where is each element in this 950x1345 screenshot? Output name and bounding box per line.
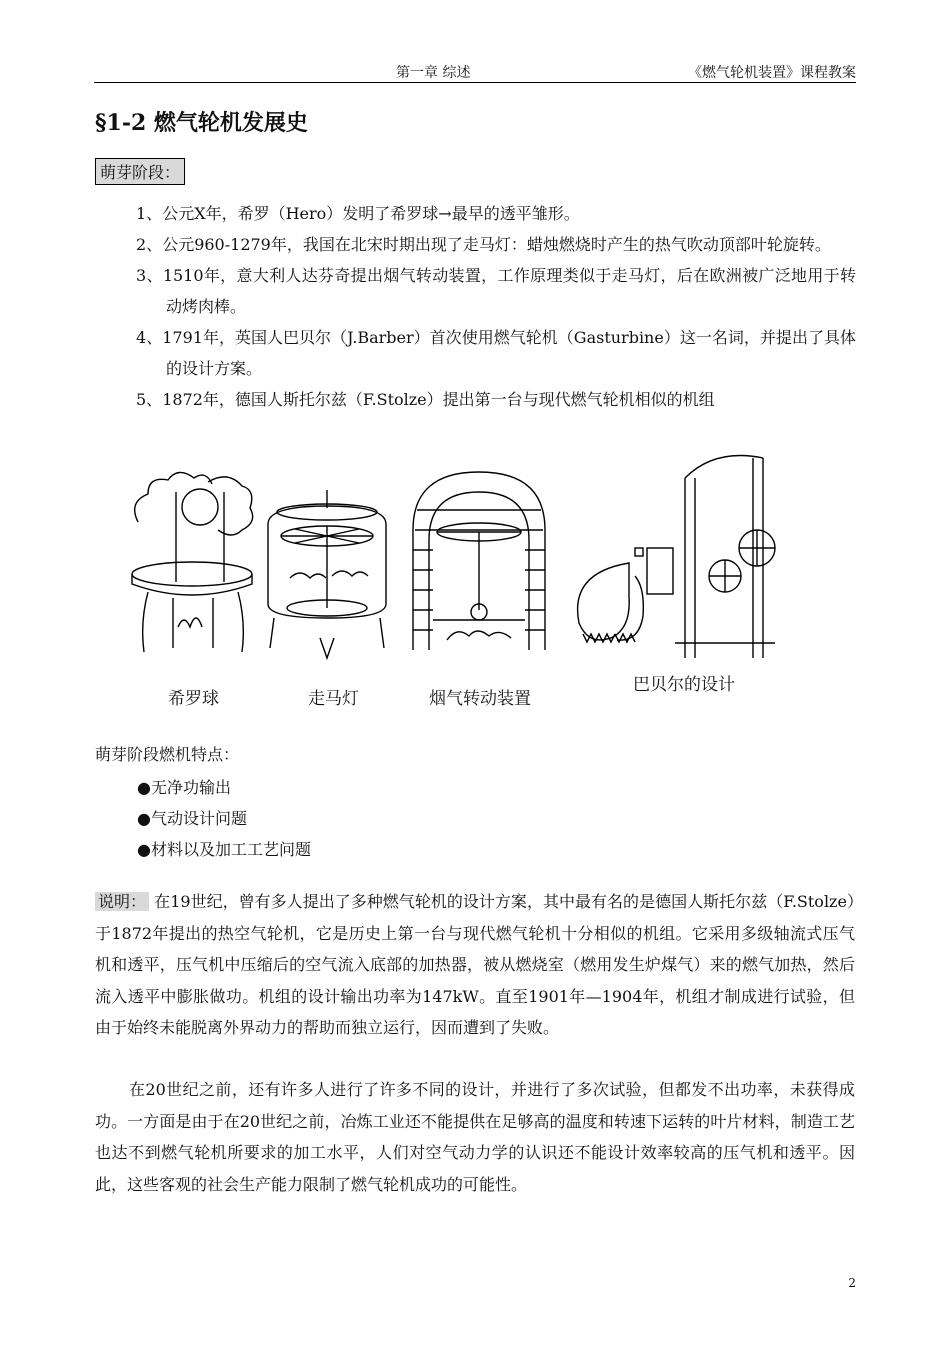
- feature-item: ●无净功输出: [137, 778, 231, 797]
- list-item: [136, 384, 856, 415]
- barber-design-illustration: [575, 448, 790, 663]
- stage-label: 萌芽阶段：: [95, 158, 185, 185]
- item-text: 公元X年，希罗（Hero）发明了希罗球→最早的透平雏形。: [162, 204, 580, 223]
- figure-barber-design: [575, 448, 790, 695]
- trotting-lantern-illustration: [260, 488, 395, 663]
- smoke-jack-illustration: [407, 470, 552, 655]
- section-title: §1-2 燃气轮机发展史: [95, 110, 308, 136]
- caption-trotting-lantern: 走马灯: [308, 689, 359, 709]
- header-chapter: 第一章 综述: [396, 65, 471, 81]
- item-number: 1、: [136, 204, 163, 223]
- item-text: 1872年，德国人斯托尔兹（F.Stolze）提出第一台与现代燃气轮机相似的机组: [162, 390, 715, 409]
- page-header: [94, 62, 856, 84]
- caption-smoke-jack: 烟气转动装置: [429, 689, 531, 709]
- list-item: [136, 322, 856, 384]
- page-number: 2: [848, 1276, 856, 1290]
- item-text: 公元960-1279年，我国在北宋时期出现了走马灯：蜡烛燃烧时产生的热气吹动顶部叶轮旋转。: [162, 235, 831, 254]
- item-number: 5、: [136, 390, 163, 409]
- item-number: 3、: [136, 266, 163, 285]
- item-number: 4、: [136, 328, 163, 347]
- hero-ball-illustration: [128, 462, 258, 662]
- features-list: [137, 772, 311, 865]
- features-title: 萌芽阶段燃机特点：: [95, 745, 240, 764]
- paragraph-2: 在20世纪之前，还有许多人进行了许多不同的设计，并进行了多次试验，但都发不出功率，未获得成功。一方面是由于在20世纪之前，冶炼工业还不能提供在足够高的温度和转速下运转的叶片材料，制造工艺也达不到燃气轮机所要求的加工水平，人们对空气动力学的认识还不能设计效率较高的压气机和透平。因此，这些客观的社会生产能力限制了燃气轮机成功的可能性。: [95, 1080, 855, 1194]
- note-text: 在19世纪，曾有多人提出了多种燃气轮机的设计方案，其中最有名的是德国人斯托尔兹（F.Stolze）于1872年提出的热空气轮机，它是历史上第一台与现代燃气轮机十分相似的机组。它采用多级轴流式压气机和透平，压气机中压缩后的空气流入底部的加热器，被从燃烧室（燃用发生炉煤气）来的燃气加热，然后流入透平中膨胀做功。机组的设计输出功率为147kW。直至1901年—1904年，机组才制成进行试验，但由于始终未能脱离外界动力的帮助而独立运行，因而遭到了失败。: [95, 892, 855, 1037]
- figure-smoke-jack: [407, 470, 552, 709]
- item-number: 2、: [136, 235, 163, 254]
- figure-hero-ball: [128, 462, 258, 709]
- figures-row: [120, 448, 800, 709]
- feature-item: ●气动设计问题: [137, 809, 247, 828]
- note-paragraph: [95, 886, 855, 1044]
- item-text: 1791年，英国人巴贝尔（J.Barber）首次使用燃气轮机（Gasturbine）这一名词，并提出了具体的设计方案。: [162, 328, 856, 378]
- header-rule: [94, 82, 856, 83]
- feature-item: ●材料以及加工工艺问题: [137, 840, 311, 859]
- list-item: [136, 229, 856, 260]
- list-item: [136, 198, 856, 229]
- item-text: 1510年，意大利人达芬奇提出烟气转动装置，工作原理类似于走马灯，后在欧洲被广泛地用于转动烤肉棒。: [162, 266, 856, 316]
- caption-barber-design: 巴贝尔的设计: [633, 675, 735, 695]
- caption-hero-ball: 希罗球: [168, 689, 219, 709]
- note-label: 说明：: [95, 892, 149, 911]
- figure-trotting-lantern: [260, 488, 395, 709]
- list-item: [136, 260, 856, 322]
- history-list: [136, 198, 856, 415]
- header-course: 《燃气轮机装置》课程教案: [688, 65, 856, 81]
